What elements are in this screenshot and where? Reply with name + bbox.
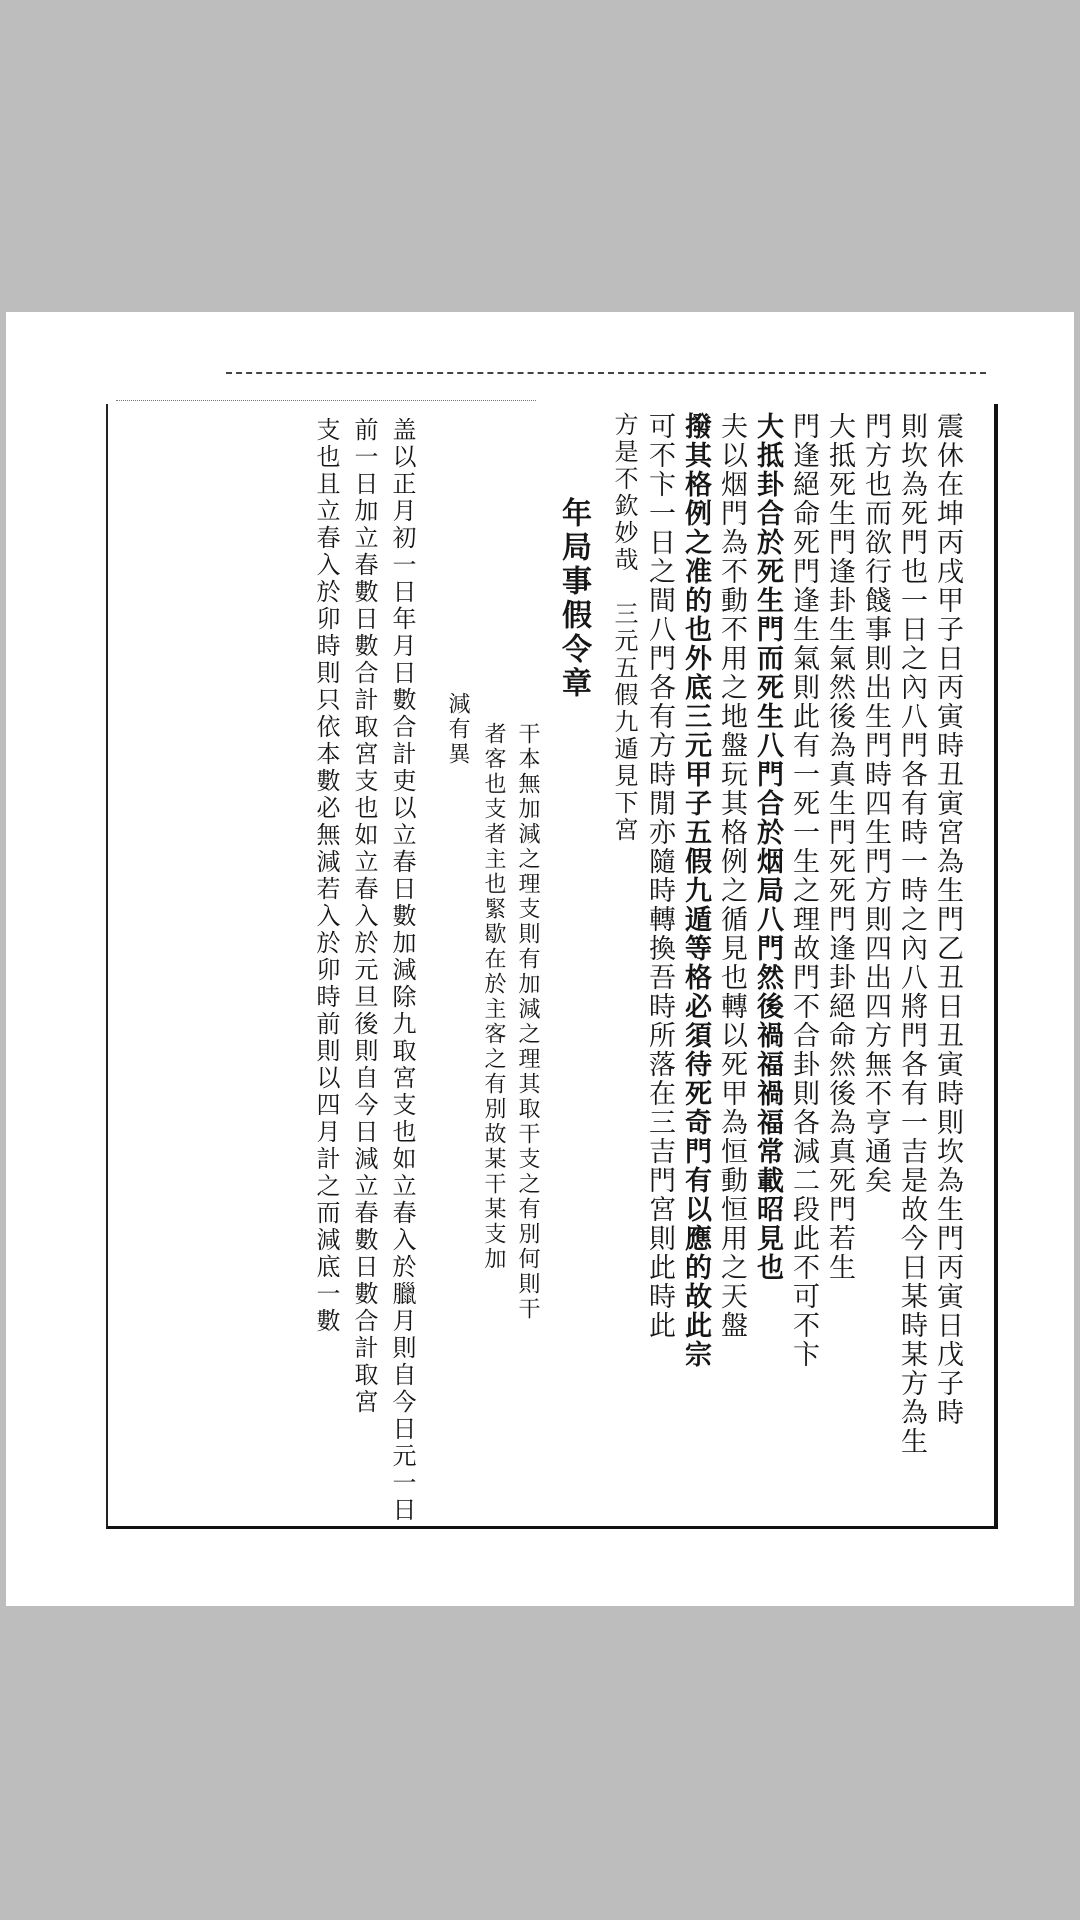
text-column-12: 干本無加減之理支則有加減之理其取干支之有別何則干 bbox=[515, 722, 540, 1322]
text-column-8: 撥其格例之准的也外底三元甲子五假九遁等格必須待死奇門有以應的故此宗 bbox=[680, 412, 711, 1369]
text-column-10: 方是不欽妙哉 三元五假九遁見下宮 bbox=[610, 412, 638, 844]
text-column-14: 減有異 bbox=[445, 692, 470, 767]
section-heading: 年局事假令章 bbox=[556, 497, 591, 701]
text-column-15: 盖以正月初一日年月日數合計吏以立春日數加減除九取宮支也如立春入於臘月則自今日元一日 bbox=[388, 417, 416, 1524]
frame-top-rule bbox=[226, 372, 986, 374]
text-column-4: 大抵死生門逢卦生氣然後為真生門死死門逢卦絕命然後為真死門若生 bbox=[824, 412, 855, 1282]
text-column-16: 前一日加立春數日數合計取宮支也如立春入於元旦後則自今日減立春數日數合計取宮 bbox=[350, 417, 378, 1416]
text-column-5: 門逢絕命死門逢生氣則此有一死一生之理故門不合卦則各減二段此不可不卞 bbox=[788, 412, 819, 1369]
manuscript-page bbox=[6, 312, 1074, 1606]
frame-top-rule-faint bbox=[116, 400, 536, 401]
text-column-1: 震休在坤丙戌甲子日丙寅時丑寅宮為生門乙丑日丑寅時則坎為生門丙寅日戊子時 bbox=[932, 412, 963, 1427]
text-column-9: 可不卞一日之間八門各有方時閒亦隨時轉換吾時所落在三吉門宮則此時此 bbox=[644, 412, 675, 1340]
text-column-6: 大抵卦合於死生門而死生八門合於烟局八門然後禍福禍福常載昭見也 bbox=[752, 412, 783, 1282]
text-column-7: 夫以烟門為不動不用之地盤玩其格例之循見也轉以死甲為恒動恒用之天盤 bbox=[716, 412, 747, 1340]
text-column-13: 者客也支者主也緊歇在於主客之有別故某干某支加 bbox=[481, 722, 506, 1272]
text-column-3: 門方也而欲行餞事則出生門時四生門方則四出四方無不亨通矣 bbox=[860, 412, 891, 1195]
text-column-17: 支也且立春入於卯時則只依本數必無減若入於卯時前則以四月計之而減底一數 bbox=[312, 417, 340, 1335]
text-column-2: 則坎為死門也一日之內八門各有時一時之內八將門各有一吉是故今日某時某方為生 bbox=[896, 412, 927, 1456]
